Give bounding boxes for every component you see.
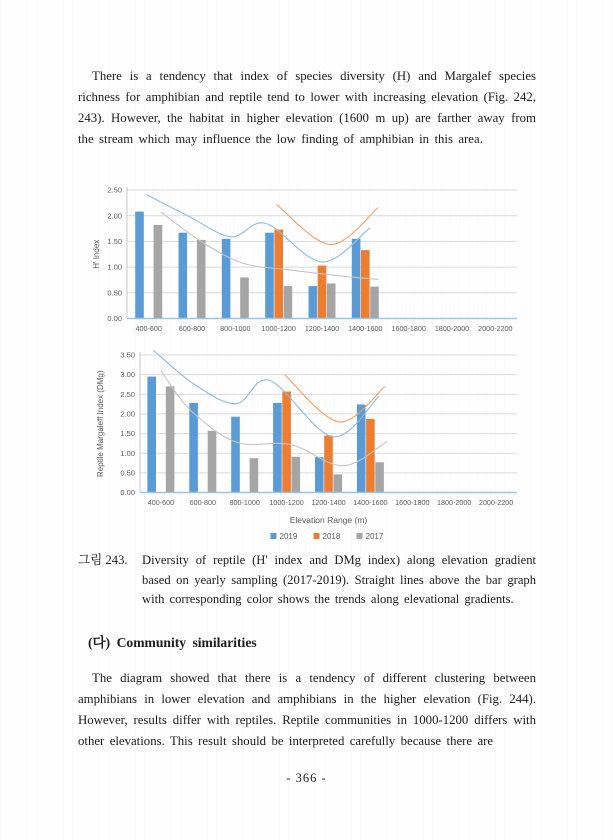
legend-swatch-2019 xyxy=(271,533,277,539)
bar-2017-1000-1200 xyxy=(284,286,293,318)
bar-2017-1200-1400 xyxy=(333,474,342,492)
bar-2017-1400-1600 xyxy=(370,287,379,319)
legend-label-2019: 2019 xyxy=(279,532,298,541)
bar-2017-800-1000 xyxy=(240,277,249,318)
chart-margalef-index xyxy=(90,346,520,546)
bar-2019-1000-1200 xyxy=(265,233,274,319)
legend-swatch-2017 xyxy=(357,533,363,539)
svg-text:1.50: 1.50 xyxy=(107,237,122,246)
bar-2017-400-600 xyxy=(154,225,163,319)
legend-label-2018: 2018 xyxy=(322,532,341,541)
page-number: - 366 - xyxy=(286,771,327,785)
svg-text:2.00: 2.00 xyxy=(120,409,135,419)
paragraph-community: The diagram showed that there is a tendency of different clustering between amphibians in lower elevation and amphibians in the higher elevation (Fig. 244). However, results differ with reptiles. Reptile communities in 1000-1200 differs with other elevations. This result should be interpreted carefully because there are xyxy=(78,671,536,748)
bar-2017-800-1000 xyxy=(250,458,259,492)
svg-text:600-800: 600-800 xyxy=(178,324,206,333)
svg-text:2000-2200: 2000-2200 xyxy=(478,324,513,333)
svg-text:1000-1200: 1000-1200 xyxy=(261,324,296,333)
svg-text:0.50: 0.50 xyxy=(107,288,122,298)
bar-2019-800-1000 xyxy=(222,239,231,319)
y-axis-title: Reptile Margaleff Index (DMg) xyxy=(96,370,105,478)
svg-text:1800-2000: 1800-2000 xyxy=(434,324,470,333)
svg-text:1600-1800: 1600-1800 xyxy=(395,498,430,507)
svg-text:1200-1400: 1200-1400 xyxy=(311,498,346,507)
svg-text:1600-1800: 1600-1800 xyxy=(391,324,426,333)
bar-2019-1200-1400 xyxy=(315,457,324,492)
svg-text:800-1000: 800-1000 xyxy=(229,498,260,507)
bar-2017-1200-1400 xyxy=(327,284,336,319)
svg-text:2.50: 2.50 xyxy=(120,389,135,399)
svg-text:1400-1600: 1400-1600 xyxy=(353,498,388,507)
svg-text:1400-1600: 1400-1600 xyxy=(348,324,383,333)
bar-2019-1200-1400 xyxy=(309,286,318,318)
svg-text:0.00: 0.00 xyxy=(120,488,135,498)
figure-caption-text: Diversity of reptile (H' index and DMg index) along elevation gradient based on yearly sampling (2017-2019). Straight lines above the bar graph with corresponding color shows the trends along elevational gradients. xyxy=(142,553,536,606)
svg-text:1.00: 1.00 xyxy=(120,448,135,458)
svg-text:0.50: 0.50 xyxy=(120,468,135,478)
bar-2019-1400-1600 xyxy=(352,239,361,319)
svg-text:3.50: 3.50 xyxy=(120,350,135,360)
paragraph-intro: There is a tendency that index of species diversity (H) and Margalef species richness for amphibian and reptile tend to lower with increasing elevation (Fig. 242, 243). However, the habitat in higher elevation (1600 m up) are farther away from the stream which may influence the low finding of amphibian in this area. xyxy=(78,69,536,146)
bar-2019-800-1000 xyxy=(231,417,240,493)
trend-2018 xyxy=(285,375,386,422)
bar-2017-1000-1200 xyxy=(292,457,301,493)
bar-2017-600-800 xyxy=(208,431,217,493)
svg-text:1.00: 1.00 xyxy=(107,262,122,272)
svg-text:600-800: 600-800 xyxy=(189,498,217,507)
bar-2017-400-600 xyxy=(166,386,175,492)
bar-2019-1000-1200 xyxy=(273,403,282,493)
section-heading: (다) Community similarities xyxy=(88,635,257,650)
svg-text:400-600: 400-600 xyxy=(135,324,162,333)
figure-caption-label: 그림 243. xyxy=(78,553,128,567)
svg-text:2.50: 2.50 xyxy=(107,185,122,195)
svg-text:0.00: 0.00 xyxy=(107,314,122,324)
x-axis-labels xyxy=(148,498,513,507)
svg-text:1.50: 1.50 xyxy=(120,429,135,439)
trend-2018 xyxy=(277,204,379,244)
legend-label-2017: 2017 xyxy=(365,532,384,541)
chart-svg xyxy=(90,346,520,546)
figure-caption xyxy=(78,551,536,610)
x-axis-title: Elevation Range (m) xyxy=(289,515,368,525)
svg-text:3.00: 3.00 xyxy=(120,370,135,380)
legend-swatch-2018 xyxy=(314,533,320,539)
y-axis-ticks xyxy=(107,186,122,324)
x-axis-labels xyxy=(135,324,512,333)
legend xyxy=(271,532,384,541)
chart-h-index xyxy=(90,182,520,344)
svg-text:800-1000: 800-1000 xyxy=(220,324,251,333)
svg-text:1200-1400: 1200-1400 xyxy=(304,324,340,333)
svg-text:1800-2000: 1800-2000 xyxy=(436,498,472,507)
chart-svg xyxy=(90,182,520,344)
bar-2018-1400-1600 xyxy=(361,250,370,318)
bar-2017-1400-1600 xyxy=(375,462,384,492)
bar-2018-1000-1200 xyxy=(282,392,291,493)
svg-text:1000-1200: 1000-1200 xyxy=(269,498,304,507)
trend-lines xyxy=(153,350,387,466)
svg-text:400-600: 400-600 xyxy=(147,498,175,507)
bar-2017-600-800 xyxy=(197,240,206,319)
bar-2019-600-800 xyxy=(179,233,188,319)
y-axis-ticks xyxy=(120,351,135,498)
svg-text:2000-2200: 2000-2200 xyxy=(478,498,514,507)
svg-text:2.00: 2.00 xyxy=(107,211,122,221)
bar-2019-400-600 xyxy=(147,377,156,493)
bar-2019-400-600 xyxy=(135,212,144,319)
y-axis-title: H' Index xyxy=(92,239,101,269)
bar-2018-1000-1200 xyxy=(274,230,283,319)
trend-2019 xyxy=(153,350,378,437)
